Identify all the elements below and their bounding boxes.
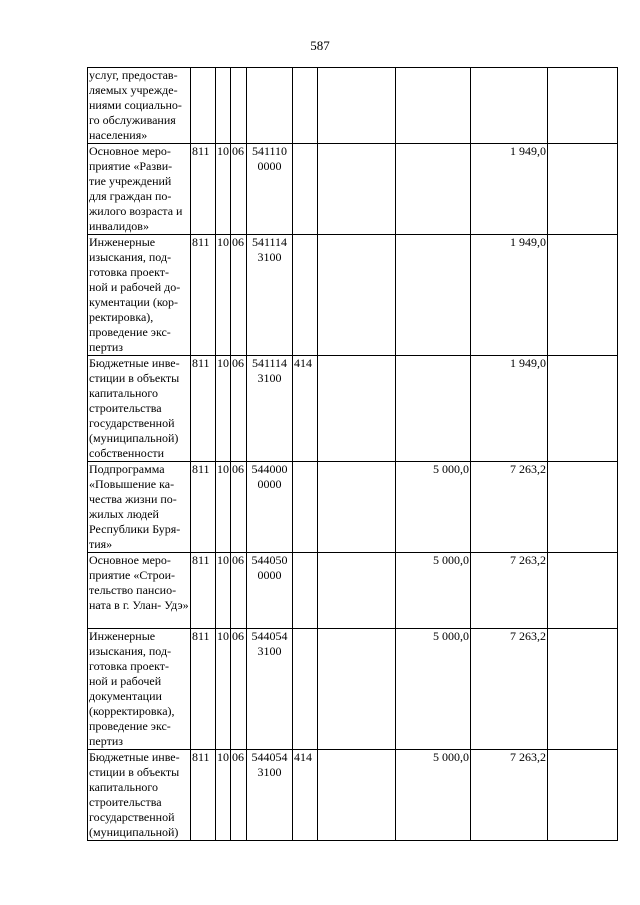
row-sum3: 7 263,2 xyxy=(471,629,548,750)
table-row xyxy=(88,462,618,553)
row-sum1 xyxy=(318,553,396,629)
row-name: Подпрограмма «Повышение ка- чества жизни по- жилых людей Республики Буря- тия» xyxy=(88,462,191,553)
row-sum1 xyxy=(318,462,396,553)
row-rz: 10 xyxy=(216,144,231,235)
row-grbs xyxy=(191,68,216,144)
row-vr xyxy=(293,629,318,750)
row-sum2 xyxy=(396,144,471,235)
row-rz: 10 xyxy=(216,235,231,356)
row-name: Бюджетные инве- стиции в объекты капитального строительства государственной (муниципальной) xyxy=(88,750,191,841)
row-pr: 06 xyxy=(231,462,247,553)
row-sum2 xyxy=(396,235,471,356)
row-pr: 06 xyxy=(231,629,247,750)
row-sum3: 7 263,2 xyxy=(471,750,548,841)
row-name: услуг, предостав- ляемых учрежде- ниями социально- го обслуживания населения» xyxy=(88,68,191,144)
row-sum1 xyxy=(318,68,396,144)
row-sum2: 5 000,0 xyxy=(396,629,471,750)
row-grbs: 811 xyxy=(191,235,216,356)
row-sum2 xyxy=(396,68,471,144)
row-name: Инженерные изыскания, под- готовка проект- ной и рабочей до- кументации (кор- ректировка), проведение экс- пертиз xyxy=(88,235,191,356)
row-sum1 xyxy=(318,356,396,462)
row-pr: 06 xyxy=(231,235,247,356)
row-grbs: 811 xyxy=(191,144,216,235)
row-pr: 06 xyxy=(231,144,247,235)
row-vr xyxy=(293,462,318,553)
row-vr xyxy=(293,144,318,235)
row-sum4 xyxy=(548,68,618,144)
page-number: 587 xyxy=(310,38,330,53)
row-sum4 xyxy=(548,553,618,629)
table-row xyxy=(88,629,618,750)
row-vr: 414 xyxy=(293,356,318,462)
row-sum2: 5 000,0 xyxy=(396,553,471,629)
row-sum3 xyxy=(471,68,548,144)
table-row xyxy=(88,750,618,841)
row-pr: 06 xyxy=(231,750,247,841)
row-vr xyxy=(293,68,318,144)
row-grbs: 811 xyxy=(191,356,216,462)
row-rz: 10 xyxy=(216,462,231,553)
row-sum1 xyxy=(318,629,396,750)
row-csr: 544000 0000 xyxy=(247,462,293,553)
row-pr: 06 xyxy=(231,553,247,629)
row-pr: 06 xyxy=(231,356,247,462)
row-pr xyxy=(231,68,247,144)
row-csr: 544050 0000 xyxy=(247,553,293,629)
row-sum4 xyxy=(548,235,618,356)
row-grbs: 811 xyxy=(191,462,216,553)
row-csr xyxy=(247,68,293,144)
row-csr: 544054 3100 xyxy=(247,629,293,750)
row-sum3: 7 263,2 xyxy=(471,462,548,553)
row-grbs: 811 xyxy=(191,553,216,629)
row-sum3: 1 949,0 xyxy=(471,356,548,462)
row-grbs: 811 xyxy=(191,750,216,841)
row-sum4 xyxy=(548,144,618,235)
budget-table xyxy=(87,67,618,841)
row-sum2 xyxy=(396,356,471,462)
row-sum3: 1 949,0 xyxy=(471,144,548,235)
row-grbs: 811 xyxy=(191,629,216,750)
row-sum2: 5 000,0 xyxy=(396,462,471,553)
row-sum1 xyxy=(318,144,396,235)
table-row xyxy=(88,356,618,462)
row-sum4 xyxy=(548,356,618,462)
row-sum3: 7 263,2 xyxy=(471,553,548,629)
row-sum2: 5 000,0 xyxy=(396,750,471,841)
row-sum4 xyxy=(548,462,618,553)
table-row xyxy=(88,144,618,235)
table-row xyxy=(88,68,618,144)
row-sum4 xyxy=(548,629,618,750)
row-sum1 xyxy=(318,750,396,841)
table-row xyxy=(88,235,618,356)
row-name: Бюджетные инве- стиции в объекты капитального строительства государственной (муниципальной) собственности xyxy=(88,356,191,462)
row-csr: 541114 3100 xyxy=(247,235,293,356)
row-rz: 10 xyxy=(216,553,231,629)
row-rz xyxy=(216,68,231,144)
row-name: Основное меро- приятие «Разви- тие учреждений для граждан по- жилого возраста и инвалидов» xyxy=(88,144,191,235)
row-name: Основное меро- приятие «Строи- тельство пансио- ната в г. Улан- Удэ» xyxy=(88,553,191,629)
row-csr: 541114 3100 xyxy=(247,356,293,462)
row-sum4 xyxy=(548,750,618,841)
row-name: Инженерные изыскания, под- готовка проект- ной и рабочей документации (корректировка), проведение экс- пертиз xyxy=(88,629,191,750)
table-row xyxy=(88,553,618,629)
row-sum1 xyxy=(318,235,396,356)
row-csr: 541110 0000 xyxy=(247,144,293,235)
row-rz: 10 xyxy=(216,629,231,750)
row-csr: 544054 3100 xyxy=(247,750,293,841)
row-vr: 414 xyxy=(293,750,318,841)
row-vr xyxy=(293,235,318,356)
row-vr xyxy=(293,553,318,629)
row-sum3: 1 949,0 xyxy=(471,235,548,356)
row-rz: 10 xyxy=(216,750,231,841)
row-rz: 10 xyxy=(216,356,231,462)
